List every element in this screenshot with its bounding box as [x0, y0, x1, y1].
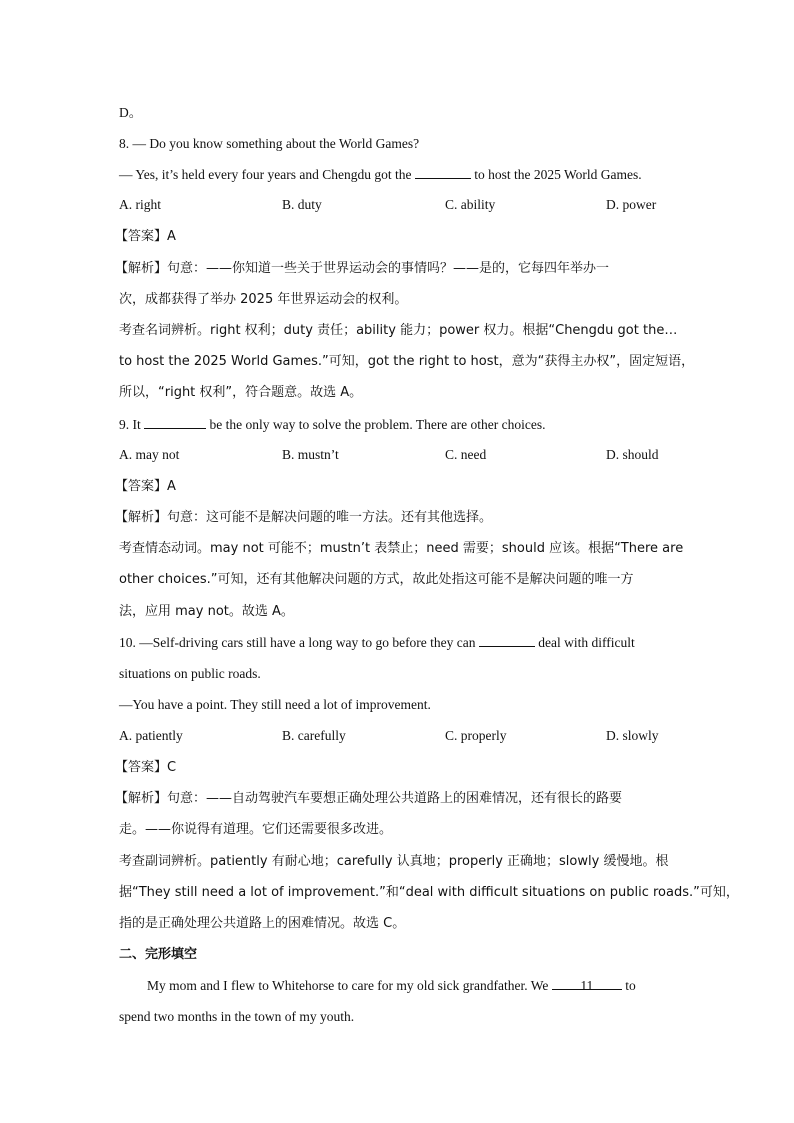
cloze-passage-line-1	[147, 977, 636, 995]
question-10-explanation-5: 指的是正确处理公共道路上的困难情况。故选 C。	[119, 916, 406, 931]
question-9-explanation-2: 考查情态动词。may not 可能不；mustn’t 表禁止；need 需要；should 应该。根据“There are	[119, 541, 684, 556]
question-8-reply-part2: to host the 2025 World Games.	[474, 167, 642, 182]
answer-blank	[479, 634, 535, 647]
question-10-explanation-4: 据“They still need a lot of improvement.”和“deal with difficult situations on public roads.”可知，	[119, 885, 739, 900]
question-9-explanation-3: other choices.”可知，还有其他解决问题的方式，故此处指这可能不是解决问题的唯一方	[119, 572, 634, 587]
option-c: C. ability	[445, 197, 496, 212]
option-d: D. should	[606, 447, 659, 462]
question-10-explanation-3: 考查副词辨析。patiently 有耐心地；carefully 认真地；properly 正确地；slowly 缓慢地。根	[119, 854, 669, 869]
question-10-answer: 【答案】C	[115, 760, 177, 775]
option-d: D. power	[606, 197, 657, 212]
option-b: B. carefully	[282, 728, 346, 743]
section-heading: 二、完形填空	[119, 947, 198, 962]
option-c: C. need	[445, 447, 487, 462]
answer-blank	[415, 166, 471, 179]
question-9-answer: 【答案】A	[115, 479, 176, 494]
option-c: C. properly	[445, 728, 507, 743]
question-9-explanation-4: 法，应用 may not。故选 A。	[119, 604, 294, 619]
question-8-explanation-3: 考查名词辨析。right 权利；duty 责任；ability 能力；power 权力。根据“Chengdu got the…	[119, 323, 678, 338]
option-a: A. right	[119, 197, 161, 212]
question-8-answer: 【答案】A	[115, 229, 176, 244]
question-8-explanation-4: to host the 2025 World Games.”可知，got the right to host，意为“获得主办权”，固定短语，	[119, 354, 695, 369]
question-10-stem-cont: situations on public roads.	[119, 666, 261, 681]
answer-tail: D。	[119, 105, 143, 120]
question-9-stem	[119, 416, 546, 434]
cloze-part1: My mom and I flew to Whitehorse to care for my old sick grandfather. We	[147, 978, 549, 993]
cloze-blank-11: 11	[552, 977, 622, 990]
question-8-stem: 8. — Do you know something about the World Games?	[119, 136, 420, 151]
question-10-reply: —You have a point. They still need a lot of improvement.	[119, 697, 431, 712]
question-9-stem-part2: be the only way to solve the problem. There are other choices.	[209, 417, 546, 432]
question-8-explanation-2: 次，成都获得了举办 2025 年世界运动会的权利。	[119, 292, 408, 307]
question-10-explanation-2: 走。——你说得有道理。它们还需要很多改进。	[119, 822, 393, 837]
option-b: B. mustn’t	[282, 447, 339, 462]
option-d: D. slowly	[606, 728, 659, 743]
option-a: A. may not	[119, 447, 180, 462]
question-8-reply	[119, 166, 642, 184]
question-8-explanation-1: 【解析】句意：——你知道一些关于世界运动会的事情吗？——是的，它每四年举办一	[115, 261, 610, 276]
question-10-stem-part1: 10. —Self-driving cars still have a long way to go before they can	[119, 635, 476, 650]
question-9-explanation-1: 【解析】句意：这可能不是解决问题的唯一方法。还有其他选择。	[115, 510, 493, 525]
cloze-passage-line-2: spend two months in the town of my youth.	[119, 1009, 355, 1024]
question-8-reply-part1: — Yes, it’s held every four years and Chengdu got the	[119, 167, 412, 182]
question-10-stem	[119, 634, 635, 652]
question-10-explanation-1: 【解析】句意：——自动驾驶汽车要想正确处理公共道路上的困难情况，还有很长的路要	[115, 791, 623, 806]
option-b: B. duty	[282, 197, 322, 212]
question-10-stem-part2: deal with difficult	[538, 635, 635, 650]
cloze-part2: to	[625, 978, 636, 993]
answer-blank	[144, 416, 206, 429]
question-8-explanation-5: 所以，“right 权利”，符合题意。故选 A。	[119, 385, 363, 400]
question-9-stem-part1: 9. It	[119, 417, 141, 432]
option-a: A. patiently	[119, 728, 183, 743]
